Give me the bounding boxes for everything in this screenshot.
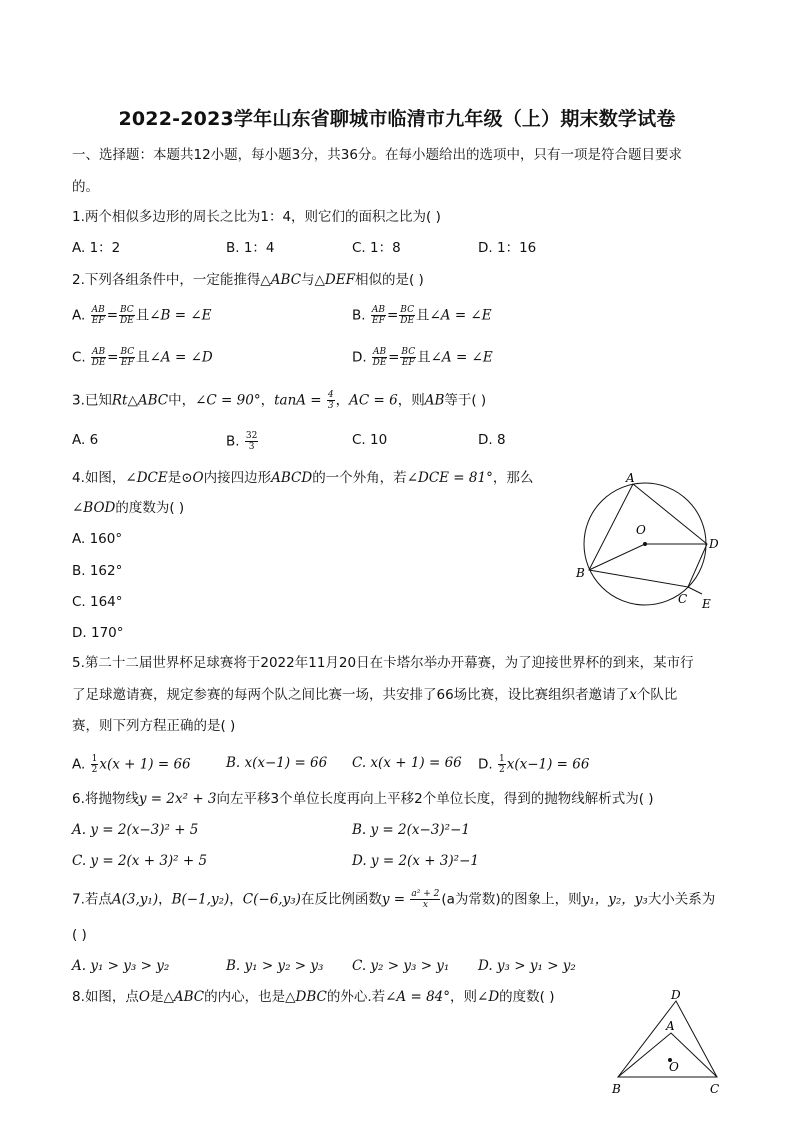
q2-option-d: D. $\frac{AB}{DE}$ = $\frac{BC}{EF}$ 且∠A = ∠E: [352, 347, 493, 368]
label-b: B: [576, 566, 585, 580]
q4-option-d: D. 170°: [72, 625, 124, 641]
q3-option-b: B. $\frac{32}{3}$: [226, 431, 258, 452]
q4-option-a: A. 160°: [72, 531, 123, 547]
q5-stem-line2: 了足球邀请赛，规定参赛的每两个队之间比赛一场，共安排了66场比赛，设比赛组织者邀请了x个队比: [72, 687, 678, 703]
q7-option-d: D. y₃ > y₁ > y₂: [478, 958, 576, 974]
q4-option-b: B. 162°: [72, 563, 123, 579]
radius-ob: [589, 544, 645, 570]
q4-option-c: C. 164°: [72, 594, 123, 610]
fraction: $\frac{AB}{EF}$: [371, 305, 385, 326]
q3-stem: 3.已知Rt△ABC中，∠C = 90°，tanA = $\frac{4}{3}$ ，AC = 6，则AB等于( ): [72, 390, 487, 411]
label-c: C: [678, 592, 688, 606]
extension-ce: [688, 587, 702, 594]
fraction: $\frac{AB}{DE}$: [91, 347, 106, 368]
fraction: $\frac{BC}{DE}$: [119, 305, 134, 326]
q1-option-a: A. 1：2: [72, 240, 121, 256]
q3-option-c: C. 10: [352, 432, 388, 448]
fraction: $\frac{1}{2}$: [91, 754, 98, 775]
page-title: 2022-2023学年山东省聊城市临清市九年级（上）期末数学试卷: [118, 108, 676, 130]
label-a: A: [626, 471, 635, 485]
q3-option-a: A. 6: [72, 432, 99, 448]
q8-stem: 8.如图，点O是△ABC的内心，也是△DBC的外心.若∠A = 84°，则∠D的度数( ): [72, 989, 555, 1005]
q7-option-c: C. y₂ > y₃ > y₁: [352, 958, 450, 974]
triangle-abc-sides: [618, 1033, 717, 1077]
q1-stem: 1.两个相似多边形的周长之比为1：4，则它们的面积之比为( ): [72, 209, 441, 225]
fraction: $\frac{1}{2}$: [498, 754, 505, 775]
label-d: D: [671, 988, 681, 1002]
q1-option-b: B. 1：4: [226, 240, 275, 256]
q7-stem: 7.若点A(3,y₁)，B(−1,y₂)，C(−6,y₃)在反比例函数y = $\frac{\text{a² + 2}}{x}$ (a为常数)的图象上，则y₁，y₂，y₃大小关系为: [72, 889, 716, 910]
fraction: $\frac{AB}{EF}$: [91, 305, 105, 326]
q5-option-c: C. x(x + 1) = 66: [352, 755, 462, 771]
q5-stem-line1: 5.第二十二届世界杯足球赛将于2022年11月20日在卡塔尔举办开幕赛，为了迎接世界杯的到来，某市行: [72, 655, 694, 671]
label-c: C: [710, 1082, 720, 1096]
q7-option-b: B. y₁ > y₂ > y₃: [226, 958, 324, 974]
label-o: O: [636, 523, 646, 537]
q2-option-c: C. $\frac{AB}{DE}$ = $\frac{BC}{EF}$ 且∠A = ∠D: [72, 347, 213, 368]
q8-triangle-figure: [604, 985, 734, 1100]
q2-stem-post: 相似的是( ): [354, 272, 424, 288]
fraction: $\frac{BC}{EF}$: [401, 347, 416, 368]
fraction: $\frac{32}{3}$: [245, 431, 258, 452]
q6-option-b: B. y = 2(x−3)²−1: [352, 822, 470, 838]
q1-option-c: C. 1：8: [352, 240, 401, 256]
q2-option-a: A. $\frac{AB}{EF}$ = $\frac{BC}{DE}$ 且∠B = ∠E: [72, 305, 212, 326]
center-point: [643, 542, 647, 546]
q5-option-b: B. x(x−1) = 66: [226, 755, 328, 771]
section-instructions-line1: 一、选择题：本题共12小题，每小题3分，共36分。在每小题给出的选项中，只有一项是符合题目要求: [72, 147, 682, 163]
q3-option-d: D. 8: [478, 432, 506, 448]
q5-option-a: A. $\frac{1}{2}$ x(x + 1) = 66: [72, 754, 191, 775]
fraction: $\frac{4}{3}$: [327, 390, 334, 411]
section-instructions-line2: 的。: [72, 179, 99, 195]
label-o: O: [669, 1060, 679, 1074]
label-d: D: [709, 537, 719, 551]
fraction: $\frac{BC}{EF}$: [120, 347, 135, 368]
fraction: $\frac{BC}{DE}$: [400, 305, 415, 326]
q2-stem-pre: 2.下列各组条件中，一定能推得: [72, 272, 261, 288]
q4-circle-figure: [570, 465, 730, 615]
label-a: A: [666, 1019, 675, 1033]
q4-stem-line1: 4.如图，∠DCE是⊙O内接四边形ABCD的一个外角，若∠DCE = 81°，那么: [72, 470, 534, 486]
q2-stem: [72, 271, 424, 289]
q7-option-a: A. y₁ > y₃ > y₂: [72, 958, 170, 974]
q2-triangle-def: △DEF: [314, 272, 355, 288]
label-b: B: [612, 1082, 621, 1096]
label-e: E: [702, 597, 711, 611]
q6-stem: 6.将抛物线y = 2x² + 3向左平移3个单位长度再向上平移2个单位长度，得到的抛物线解析式为( ): [72, 791, 654, 807]
q2-stem-mid: 与: [301, 272, 315, 288]
fraction: $\frac{\text{a² + 2}}{x}$: [411, 889, 440, 910]
q1-option-d: D. 1：16: [478, 240, 537, 256]
quadrilateral-abcd: [589, 484, 707, 587]
q6-option-c: C. y = 2(x + 3)² + 5: [72, 853, 208, 869]
q6-option-d: D. y = 2(x + 3)²−1: [352, 853, 479, 869]
q5-stem-line3: 赛，则下列方程正确的是( ): [72, 718, 236, 734]
triangle-dbc: [618, 1001, 717, 1077]
q7-stem-line2: ( ): [72, 927, 87, 943]
q2-option-b: B. $\frac{AB}{EF}$ = $\frac{BC}{DE}$ 且∠A = ∠E: [352, 305, 492, 326]
fraction: $\frac{AB}{DE}$: [372, 347, 387, 368]
q4-stem-line2: ∠BOD的度数为( ): [72, 500, 185, 516]
q5-option-d: D. $\frac{1}{2}$ x(x−1) = 66: [478, 754, 590, 775]
q2-triangle-abc: △ABC: [260, 272, 302, 288]
q6-option-a: A. y = 2(x−3)² + 5: [72, 822, 199, 838]
